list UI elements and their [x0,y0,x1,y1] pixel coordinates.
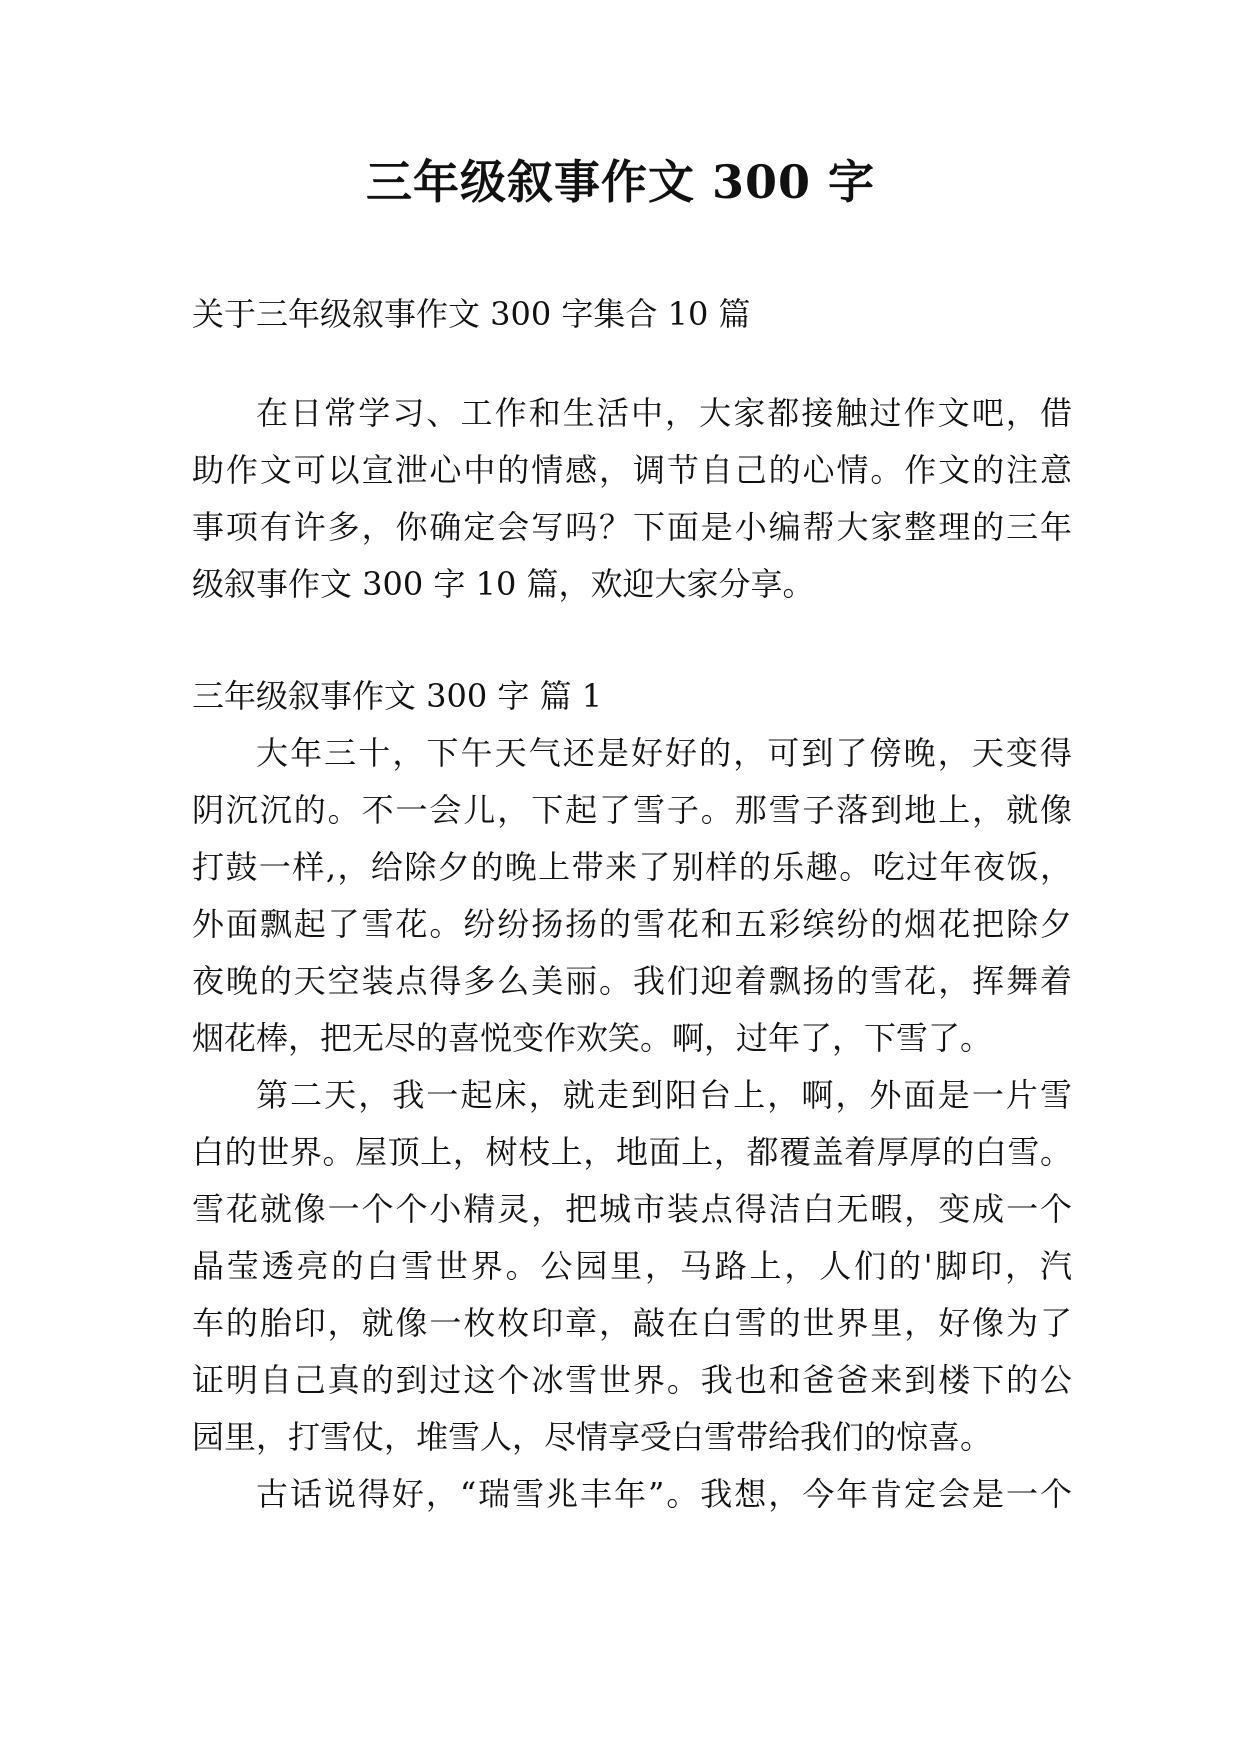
paragraph-line: 大年三十，下午天气还是好好的，可到了傍晚，天变得 [256,734,1072,772]
section-heading: 三年级叙事作文 300 字 篇 1 [192,677,603,715]
document-body [192,286,1072,1523]
paragraph-line: 白的世界。屋顶上，树枝上，地面上，都覆盖着厚厚的白雪。 [192,1133,1072,1171]
paragraph-line: 车的胎印，就像一枚枚印章，敲在白雪的世界里，好像为了 [192,1304,1072,1342]
intro-paragraph [192,385,1072,613]
paragraph-line: 晶莹透亮的白雪世界。公园里，马路上，人们的'脚印，汽 [192,1247,1072,1285]
paragraph-line: 第二天，我一起床，就走到阳台上，啊，外面是一片雪 [256,1076,1072,1114]
intro-line: 在日常学习、工作和生活中，大家都接触过作文吧，借 [256,394,1072,432]
paragraph-line: 外面飘起了雪花。纷纷扬扬的雪花和五彩缤纷的烟花把除夕 [192,905,1072,943]
paragraph-line: 园里，打雪仗，堆雪人，尽情享受白雪带给我们的惊喜。 [192,1418,993,1456]
paragraph-line: 古话说得好，“瑞雪兆丰年”。我想，今年肯定会是一个 [256,1475,1072,1513]
essay-paragraph-1 [192,725,1072,1067]
paragraph-line: 烟花棒，把无尽的喜悦变作欢笑。啊，过年了，下雪了。 [192,1019,993,1057]
intro-line: 助作文可以宣泄心中的情感，调节自己的心情。作文的注意 [192,451,1072,489]
document-title: 三年级叙事作文 300 字 [365,155,876,209]
intro-line: 级叙事作文 300 字 10 篇，欢迎大家分享。 [192,565,815,603]
paragraph-line: 雪花就像一个个小精灵，把城市装点得洁白无暇，变成一个 [192,1190,1072,1228]
paragraph-line: 打鼓一样,，给除夕的晚上带来了别样的乐趣。吃过年夜饭， [192,848,1072,886]
paragraph-line: 夜晚的天空装点得多么美丽。我们迎着飘扬的雪花，挥舞着 [192,962,1072,1000]
essay-paragraph-3 [192,1466,1072,1523]
document-subtitle: 关于三年级叙事作文 300 字集合 10 篇 [192,295,751,333]
essay-paragraph-2 [192,1067,1072,1466]
intro-line: 事项有许多，你确定会写吗？下面是小编帮大家整理的三年 [192,508,1072,546]
paragraph-line: 证明自己真的到过这个冰雪世界。我也和爸爸来到楼下的公 [192,1361,1072,1399]
paragraph-line: 阴沉沉的。不一会儿，下起了雪子。那雪子落到地上，就像 [192,791,1072,829]
